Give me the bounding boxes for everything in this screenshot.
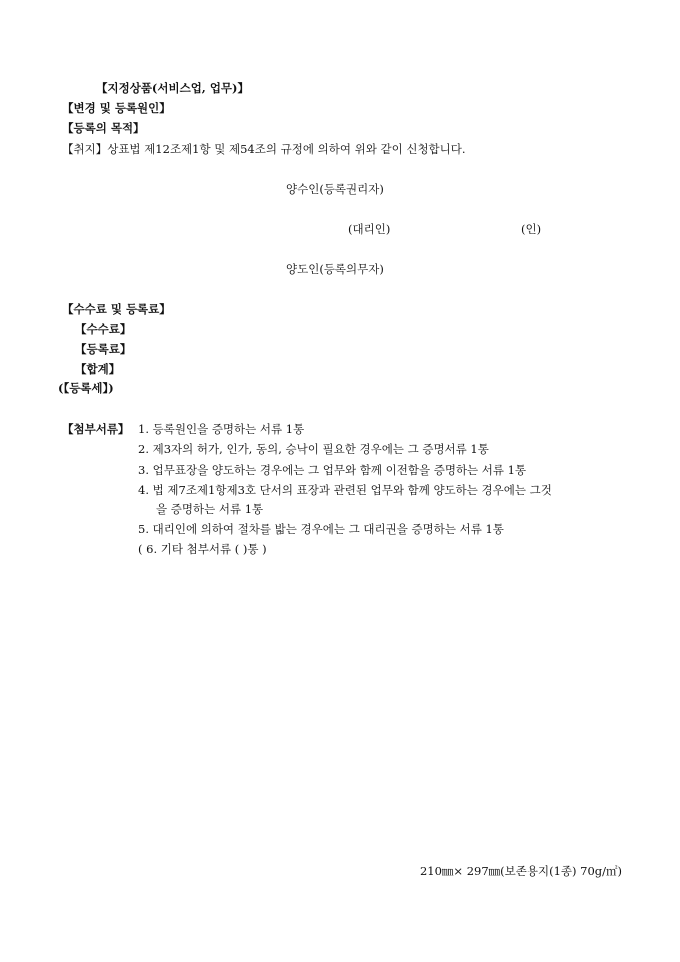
assignor-label: 양도인(등록의무자) — [286, 262, 384, 276]
seal-label: (인) — [521, 222, 542, 236]
attachments-label: 【첨부서류】 — [62, 422, 130, 436]
attachment-item: 3. 업무표장을 양도하는 경우에는 그 업무와 함께 이전함을 증명하는 서류 1통 — [138, 463, 527, 477]
assignee-label: 양수인(등록권리자) — [286, 182, 384, 196]
change-holder-label: 【변경 및 등록원인】 — [62, 101, 171, 115]
designated-goods-label: 【지정상품(서비스업, 업무)】 — [96, 81, 249, 95]
attachment-item: 4. 법 제7조제1항제3호 단서의 표장과 관련된 업무와 함께 양도하는 경우에는 그것 — [138, 483, 552, 497]
registration-tax-label: (【등록세】) — [58, 381, 114, 395]
attachment-item: ( 6. 기타 첨부서류 ( )통 ) — [138, 542, 267, 556]
agent-label: (대리인) — [348, 222, 391, 236]
attachment-item: 5. 대리인에 의하여 절차를 밟는 경우에는 그 대리권을 증명하는 서류 1통 — [138, 522, 504, 536]
registration-fee-label: 【등록료】 — [75, 342, 132, 356]
attachment-item: 1. 등록원인을 증명하는 서류 1통 — [138, 422, 305, 436]
paper-spec-footer: 210㎜× 297㎜(보존용지(1종) 70g/㎡) — [419, 864, 622, 878]
purpose-label: 【등록의 목적】 — [62, 121, 145, 135]
intent-text: 【취지】상표법 제12조제1항 및 제54조의 규정에 의하여 위와 같이 신청합니다. — [62, 142, 466, 156]
attachment-item: 2. 제3자의 허가, 인가, 동의, 승낙이 필요한 경우에는 그 증명서류 1통 — [138, 442, 489, 456]
fee-label: 【수수료】 — [75, 322, 132, 336]
total-label: 【합계】 — [75, 362, 121, 376]
fees-title: 【수수료 및 등록료】 — [62, 302, 171, 316]
attachment-item-continuation: 을 증명하는 서류 1통 — [156, 502, 264, 516]
